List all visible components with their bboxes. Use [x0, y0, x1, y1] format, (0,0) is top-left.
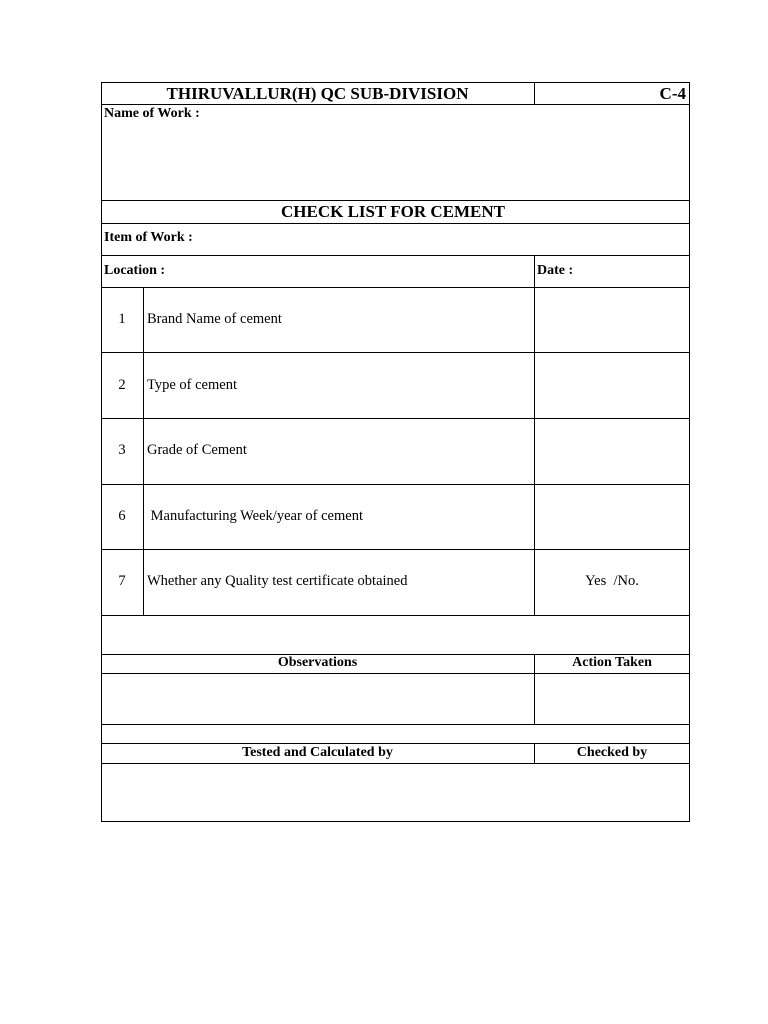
- rule-after-name-of-work: [101, 200, 690, 201]
- border-top: [101, 82, 690, 83]
- item-number: 2: [118, 377, 126, 393]
- checked-by-header: Checked by: [576, 745, 648, 760]
- rule-after-spacer: [101, 743, 690, 744]
- item-label: Grade of Cement: [147, 442, 247, 458]
- form-code: C-4: [659, 84, 686, 103]
- item-number: 1: [118, 311, 126, 327]
- rule-after-item-4: [101, 549, 690, 550]
- rule-after-item-2: [101, 418, 690, 419]
- rule-after-observations-header: [101, 673, 690, 674]
- rule-after-header: [101, 104, 690, 105]
- rule-after-signature-header: [101, 763, 690, 764]
- division-title: THIRUVALLUR(H) QC SUB-DIVISION: [166, 84, 469, 103]
- date-divider: [534, 255, 535, 287]
- item-of-work-label: Item of Work :: [104, 230, 193, 245]
- item-label: Whether any Quality test certificate obtained: [147, 573, 408, 589]
- rule-after-item-of-work: [101, 255, 690, 256]
- rule-after-observations-body: [101, 724, 690, 725]
- item-label: Brand Name of cement: [147, 311, 282, 327]
- value-column-divider: [534, 287, 535, 615]
- serial-column-divider: [143, 287, 144, 615]
- observations-header: Observations: [277, 655, 358, 670]
- action-taken-header: Action Taken: [572, 655, 652, 670]
- border-right: [689, 82, 690, 822]
- item-value: Yes /No.: [585, 573, 639, 589]
- item-label: Manufacturing Week/year of cement: [147, 508, 363, 524]
- name-of-work-label: Name of Work :: [104, 106, 200, 121]
- item-label: Type of cement: [147, 377, 237, 393]
- rule-after-item-3: [101, 484, 690, 485]
- location-label: Location :: [104, 263, 166, 278]
- item-number: 3: [118, 442, 126, 458]
- item-number: 7: [118, 573, 126, 589]
- header-divider: [534, 82, 535, 104]
- border-bottom: [101, 821, 690, 822]
- rule-after-location: [101, 287, 690, 288]
- date-label: Date :: [537, 263, 574, 278]
- rule-after-item-1: [101, 352, 690, 353]
- tested-by-header: Tested and Calculated by: [242, 745, 393, 760]
- form-title: CHECK LIST FOR CEMENT: [280, 202, 506, 221]
- cement-checklist-form: [101, 82, 690, 822]
- rule-after-title: [101, 223, 690, 224]
- rule-after-item-5: [101, 615, 690, 616]
- item-number: 6: [118, 508, 126, 524]
